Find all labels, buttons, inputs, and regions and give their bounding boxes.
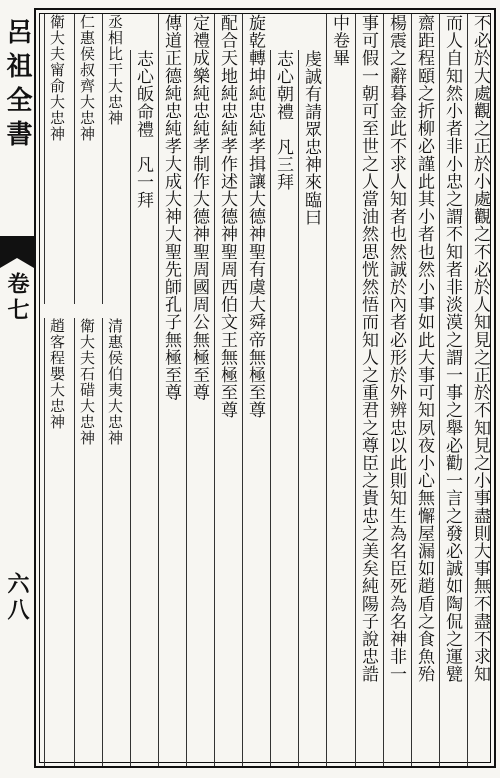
- text-column-2: 而人自知然小者非小忠之謂不知者非淡漠之謂一事之舉必勸一言之發必誠如陶侃之運甓: [439, 14, 466, 766]
- text-column-3: 齋距程頤之折柳必謹此其小者也然小事如此大事可知夙夜小心無懈屋漏如趙盾之食魚殆: [411, 14, 438, 766]
- page-number: 六八: [4, 572, 30, 624]
- honor-line-wen-wang: 配合天地純忠純孝作述大德神聖周西伯文王無極至尊: [214, 14, 241, 766]
- rite-instruction-2: 志心皈命禮 凡一拜: [130, 50, 157, 766]
- loyal-spirit-boyi: 清惠侯伯夷大忠神: [102, 318, 129, 766]
- loyal-spirit-bigan: 丞相比干大忠神: [102, 14, 129, 304]
- loyal-spirit-ningyu: 衛大夫甯俞大忠神: [44, 14, 71, 304]
- text-column-1: 不必於大處觀之正於小處觀之不必於人知見之正於不知見之小事盡則大事無不盡不求知: [467, 14, 494, 766]
- book-margin: [0, 0, 34, 778]
- book-title: 呂祖全書: [2, 18, 32, 154]
- rite-instruction-1: 志心朝禮 凡三拜: [270, 50, 297, 766]
- text-column-4: 楊震之辭暮金此不求人知者也然誠於內者必形於外辨忠以此則知生為名臣死為名神非一: [383, 14, 410, 766]
- loyal-spirit-shique: 衛大夫石碏大忠神: [74, 318, 101, 766]
- section-end-line: 中卷畢: [326, 14, 353, 766]
- text-column-5: 事可假一朝可至世之人當油然思恍然悟而知人之重君之尊臣之貴忠之美矣純陽子說忠誥: [355, 14, 382, 766]
- loyal-spirit-chengying: 趙客程嬰大忠神: [44, 318, 71, 766]
- honor-line-shun: 旋乾轉坤純忠純孝揖讓大德神聖有虞大舜帝無極至尊: [242, 14, 269, 766]
- honor-line-zhou-gong: 定禮成樂純忠純孝制作大德神聖周國周公無極至尊: [186, 14, 213, 766]
- loyal-spirit-shuqi: 仁惠侯叔齊大忠神: [74, 14, 101, 304]
- fish-tail-mark-icon: [0, 236, 34, 258]
- volume-label: 卷七: [4, 272, 30, 324]
- invocation-line: 虔誠有請眾忠神來臨曰: [298, 50, 325, 766]
- honor-line-confucius: 傳道正德純忠純孝大成大神大聖先師孔子無極至尊: [158, 14, 185, 766]
